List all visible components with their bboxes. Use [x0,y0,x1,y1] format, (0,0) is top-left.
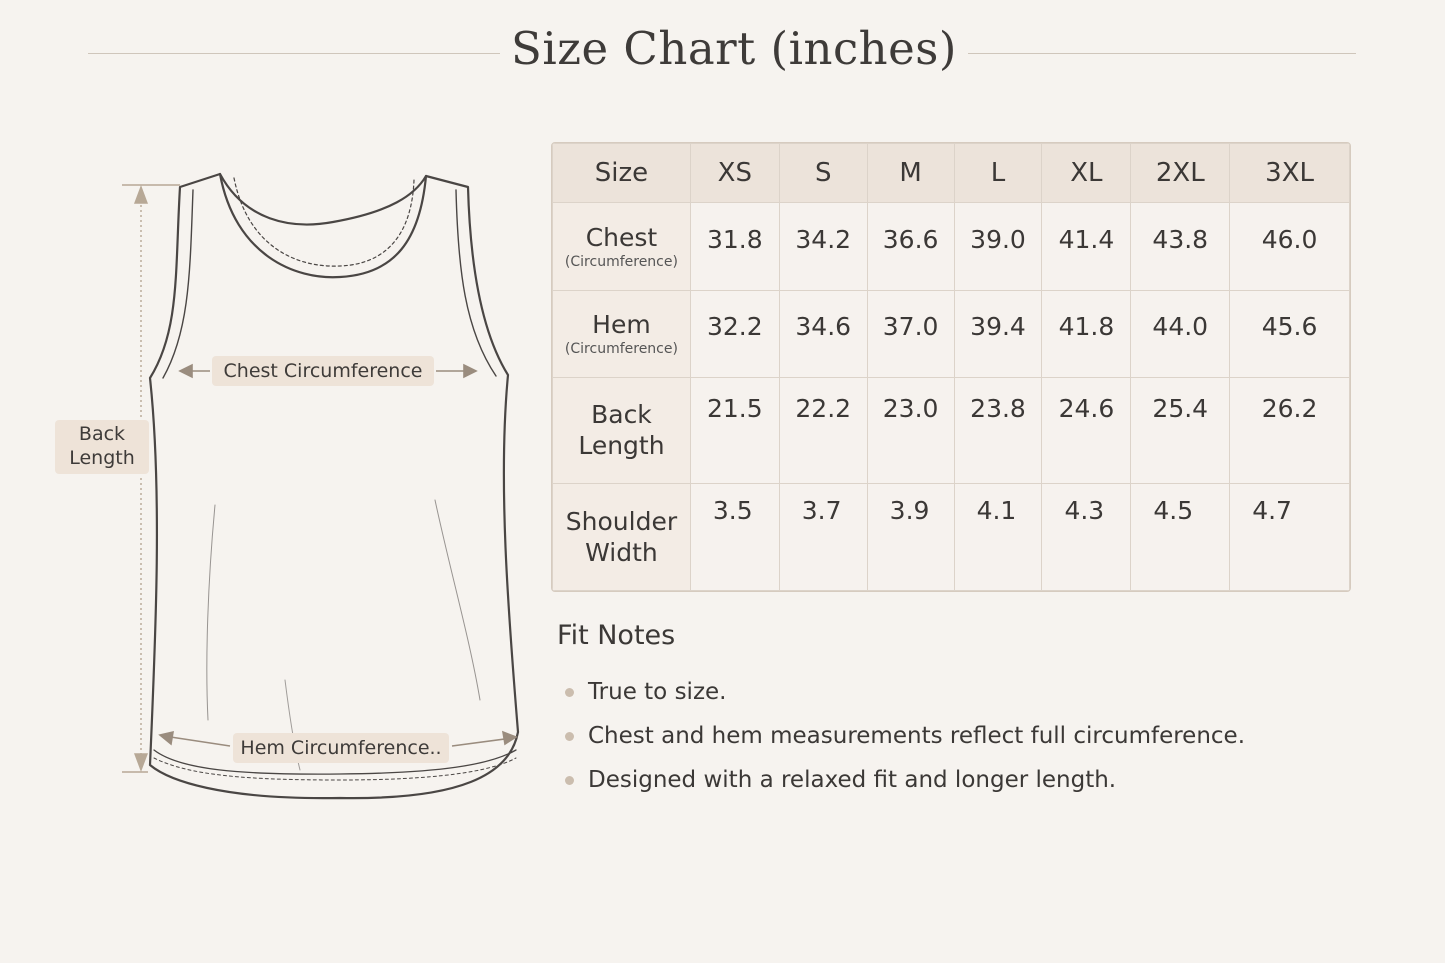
header-cell: XS [690,144,779,203]
bullet-icon [565,688,574,697]
table-row [553,484,1350,591]
fit-notes-title: Fit Notes [557,620,676,651]
table-cell: 22.2 [779,377,867,484]
back-length-label-line2: Length [69,447,135,469]
table-cell: 34.2 [779,203,867,291]
header-cell: 2XL [1131,144,1230,203]
row-label-chest [553,203,691,291]
title-divider-right [968,53,1356,54]
row-label-text: Width [585,538,658,568]
table-cell: 39.0 [954,203,1042,291]
title-bar [0,0,1445,110]
table-cell: 25.4 [1131,377,1230,484]
title-divider-left [88,53,500,54]
fit-note-text: True to size. [588,679,727,705]
size-chart-table [551,142,1351,592]
table-cell: 45.6 [1230,291,1350,377]
table-cell: 3.9 [867,484,954,591]
table-cell: 21.5 [690,377,779,484]
list-item [560,760,1245,804]
table-cell: 26.2 [1230,377,1350,484]
fit-note-text: Chest and hem measurements reflect full circumference. [588,723,1246,749]
table-cell: 41.8 [1042,291,1131,377]
header-cell: 3XL [1230,144,1350,203]
table-header-row [553,144,1350,203]
row-label-text: Hem [592,310,651,340]
page-title: Size Chart (inches) [511,22,957,75]
table-cell: 23.0 [867,377,954,484]
table-cell: 44.0 [1131,291,1230,377]
back-length-label-line1: Back [78,423,126,445]
table-cell: 43.8 [1131,203,1230,291]
row-label-text: Length [578,431,665,461]
table-cell: 3.7 [779,484,867,591]
back-length-label [55,420,149,474]
table-cell: 4.5 [1131,484,1230,591]
bullet-icon [565,732,574,741]
table-cell: 3.5 [690,484,779,591]
list-item [560,672,1245,716]
fit-notes-list [560,672,1245,804]
table-cell: 4.7 [1230,484,1350,591]
row-label-subtext: (Circumference) [564,254,678,271]
fit-note-text: Designed with a relaxed fit and longer length. [588,767,1117,793]
bullet-icon [565,776,574,785]
header-cell: S [779,144,867,203]
header-cell: M [867,144,954,203]
table-cell: 39.4 [954,291,1042,377]
table-cell: 31.8 [690,203,779,291]
table-row [553,203,1350,291]
table-cell: 4.1 [954,484,1042,591]
row-label-back-length [553,377,691,484]
table-cell: 37.0 [867,291,954,377]
tank-top-diagram [40,160,540,840]
table-row [553,291,1350,377]
table-cell: 32.2 [690,291,779,377]
table-cell: 41.4 [1042,203,1131,291]
table-cell: 24.6 [1042,377,1131,484]
header-cell: XL [1042,144,1131,203]
row-label-text: Shoulder [565,507,678,537]
row-label-hem [553,291,691,377]
list-item [560,716,1245,760]
table-cell: 34.6 [779,291,867,377]
row-label-shoulder-width [553,484,691,591]
row-label-subtext: (Circumference) [564,341,678,358]
table-cell: 36.6 [867,203,954,291]
table-cell: 23.8 [954,377,1042,484]
table-row [553,377,1350,484]
hem-circumference-label: Hem Circumference.. [233,733,449,763]
header-cell: Size [553,144,691,203]
header-cell: L [954,144,1042,203]
table-cell: 4.3 [1042,484,1131,591]
table-cell: 46.0 [1230,203,1350,291]
row-label-text: Back [591,400,652,430]
row-label-text: Chest [585,223,658,253]
chest-circumference-label: Chest Circumference [212,356,434,386]
